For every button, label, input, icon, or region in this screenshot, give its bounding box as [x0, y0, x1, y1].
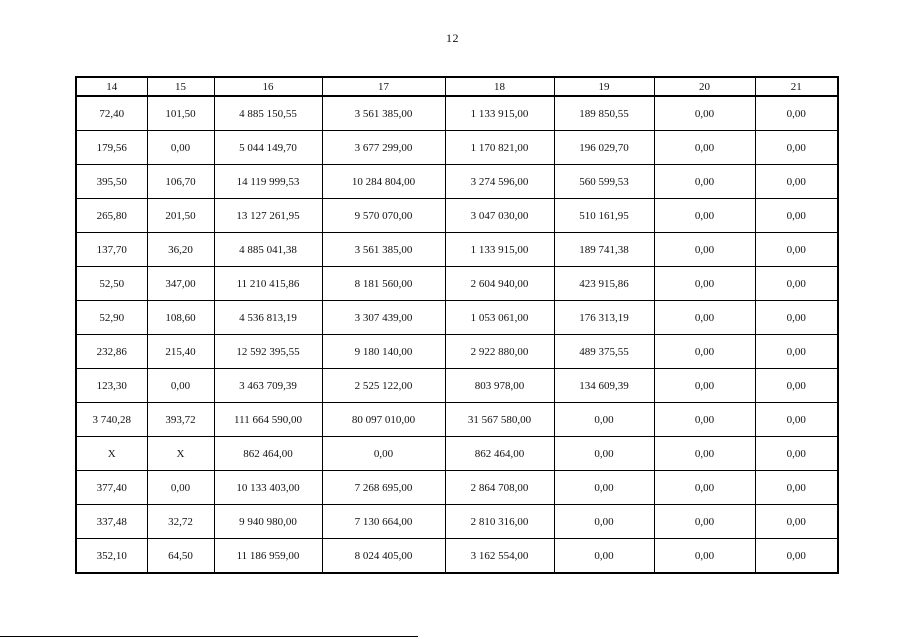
table-cell: 3 561 385,00: [322, 233, 445, 267]
table-cell: 11 186 959,00: [214, 539, 322, 574]
table-cell: 9 180 140,00: [322, 335, 445, 369]
table-cell: 196 029,70: [554, 131, 654, 165]
table-cell: 11 210 415,86: [214, 267, 322, 301]
table-cell: 337,48: [76, 505, 147, 539]
table-cell: 803 978,00: [445, 369, 554, 403]
column-header: 19: [554, 77, 654, 96]
table-cell: 3 561 385,00: [322, 96, 445, 131]
table-cell: 4 536 813,19: [214, 301, 322, 335]
table-cell: 0,00: [147, 471, 214, 505]
table-cell: 0,00: [654, 403, 755, 437]
table-cell: 0,00: [654, 539, 755, 574]
table-cell: 0,00: [755, 131, 838, 165]
table-row: [76, 199, 838, 233]
table-cell: 0,00: [654, 471, 755, 505]
column-header: 16: [214, 77, 322, 96]
table-cell: 3 677 299,00: [322, 131, 445, 165]
table-cell: 489 375,55: [554, 335, 654, 369]
column-header: 14: [76, 77, 147, 96]
table-cell: 101,50: [147, 96, 214, 131]
table-cell: 201,50: [147, 199, 214, 233]
table-row: [76, 131, 838, 165]
table-body: [76, 96, 838, 573]
table-cell: 0,00: [147, 369, 214, 403]
table-cell: 134 609,39: [554, 369, 654, 403]
table-row: [76, 471, 838, 505]
table-row: [76, 267, 838, 301]
table-cell: 0,00: [755, 437, 838, 471]
table-row: [76, 165, 838, 199]
table-cell: 0,00: [554, 471, 654, 505]
table-cell: Х: [147, 437, 214, 471]
table-cell: 1 133 915,00: [445, 233, 554, 267]
table-cell: 12 592 395,55: [214, 335, 322, 369]
footnote-rule: [0, 636, 418, 637]
table-cell: 137,70: [76, 233, 147, 267]
table-cell: 393,72: [147, 403, 214, 437]
table-cell: 215,40: [147, 335, 214, 369]
table-cell: 232,86: [76, 335, 147, 369]
table-cell: 352,10: [76, 539, 147, 574]
table-cell: 0,00: [322, 437, 445, 471]
table-cell: 189 850,55: [554, 96, 654, 131]
table-cell: 0,00: [654, 505, 755, 539]
table-cell: 862 464,00: [445, 437, 554, 471]
table-cell: 3 463 709,39: [214, 369, 322, 403]
table-cell: 64,50: [147, 539, 214, 574]
table-cell: 1 133 915,00: [445, 96, 554, 131]
table-cell: 0,00: [554, 539, 654, 574]
table-cell: 179,56: [76, 131, 147, 165]
table-cell: 52,50: [76, 267, 147, 301]
table-cell: 0,00: [755, 233, 838, 267]
table-cell: 3 740,28: [76, 403, 147, 437]
table-cell: 0,00: [755, 335, 838, 369]
table-row: [76, 301, 838, 335]
table-cell: 0,00: [654, 96, 755, 131]
table-cell: 3 047 030,00: [445, 199, 554, 233]
table-cell: 2 604 940,00: [445, 267, 554, 301]
table-cell: 80 097 010,00: [322, 403, 445, 437]
table-cell: 0,00: [755, 165, 838, 199]
table-cell: 0,00: [654, 199, 755, 233]
table-cell: 9 570 070,00: [322, 199, 445, 233]
table-cell: 4 885 041,38: [214, 233, 322, 267]
table-cell: 0,00: [755, 471, 838, 505]
table-cell: 3 162 554,00: [445, 539, 554, 574]
table-cell: 0,00: [755, 369, 838, 403]
header-row: [76, 77, 838, 96]
table-cell: 510 161,95: [554, 199, 654, 233]
table-cell: 0,00: [755, 505, 838, 539]
table-cell: 862 464,00: [214, 437, 322, 471]
table-cell: 7 268 695,00: [322, 471, 445, 505]
table-cell: 347,00: [147, 267, 214, 301]
table-cell: 0,00: [147, 131, 214, 165]
table-cell: Х: [76, 437, 147, 471]
table-row: [76, 505, 838, 539]
table-cell: 0,00: [755, 267, 838, 301]
column-header: 15: [147, 77, 214, 96]
table-cell: 10 284 804,00: [322, 165, 445, 199]
table-cell: 0,00: [755, 301, 838, 335]
table-cell: 8 181 560,00: [322, 267, 445, 301]
column-header: 21: [755, 77, 838, 96]
table-cell: 32,72: [147, 505, 214, 539]
table-cell: 0,00: [654, 267, 755, 301]
table-cell: 265,80: [76, 199, 147, 233]
table-cell: 0,00: [755, 96, 838, 131]
table-cell: 0,00: [654, 369, 755, 403]
table-cell: 13 127 261,95: [214, 199, 322, 233]
table-cell: 111 664 590,00: [214, 403, 322, 437]
table-cell: 52,90: [76, 301, 147, 335]
table-cell: 0,00: [654, 301, 755, 335]
table-cell: 7 130 664,00: [322, 505, 445, 539]
table-cell: 1 170 821,00: [445, 131, 554, 165]
table-row: [76, 539, 838, 574]
table-cell: 0,00: [755, 403, 838, 437]
table-cell: 0,00: [654, 233, 755, 267]
column-header: 17: [322, 77, 445, 96]
table-cell: 0,00: [654, 437, 755, 471]
table-cell: 0,00: [654, 335, 755, 369]
table-cell: 3 307 439,00: [322, 301, 445, 335]
table-cell: 5 044 149,70: [214, 131, 322, 165]
column-header: 20: [654, 77, 755, 96]
table-cell: 108,60: [147, 301, 214, 335]
table-cell: 9 940 980,00: [214, 505, 322, 539]
table-row: [76, 233, 838, 267]
table-cell: 31 567 580,00: [445, 403, 554, 437]
table-cell: 0,00: [755, 199, 838, 233]
page-number: 12: [446, 31, 459, 45]
table-cell: 560 599,53: [554, 165, 654, 199]
table-cell: 14 119 999,53: [214, 165, 322, 199]
table-row: [76, 335, 838, 369]
table-cell: 0,00: [654, 165, 755, 199]
table-cell: 0,00: [755, 539, 838, 574]
column-header: 18: [445, 77, 554, 96]
table-cell: 2 864 708,00: [445, 471, 554, 505]
data-table: [75, 76, 839, 574]
table-row: [76, 369, 838, 403]
table-cell: 0,00: [654, 131, 755, 165]
table-cell: 176 313,19: [554, 301, 654, 335]
table-cell: 106,70: [147, 165, 214, 199]
table-cell: 0,00: [554, 437, 654, 471]
table-cell: 4 885 150,55: [214, 96, 322, 131]
table-row: [76, 437, 838, 471]
table-cell: 2 922 880,00: [445, 335, 554, 369]
table-cell: 377,40: [76, 471, 147, 505]
table-cell: 189 741,38: [554, 233, 654, 267]
table-cell: 3 274 596,00: [445, 165, 554, 199]
table-cell: 36,20: [147, 233, 214, 267]
table-row: [76, 96, 838, 131]
table-cell: 0,00: [554, 403, 654, 437]
table-cell: 10 133 403,00: [214, 471, 322, 505]
table-cell: 423 915,86: [554, 267, 654, 301]
table-cell: 72,40: [76, 96, 147, 131]
table-cell: 8 024 405,00: [322, 539, 445, 574]
table-row: [76, 403, 838, 437]
table-cell: 395,50: [76, 165, 147, 199]
table-cell: 2 525 122,00: [322, 369, 445, 403]
table-cell: 1 053 061,00: [445, 301, 554, 335]
table-cell: 0,00: [554, 505, 654, 539]
table-cell: 2 810 316,00: [445, 505, 554, 539]
table-cell: 123,30: [76, 369, 147, 403]
